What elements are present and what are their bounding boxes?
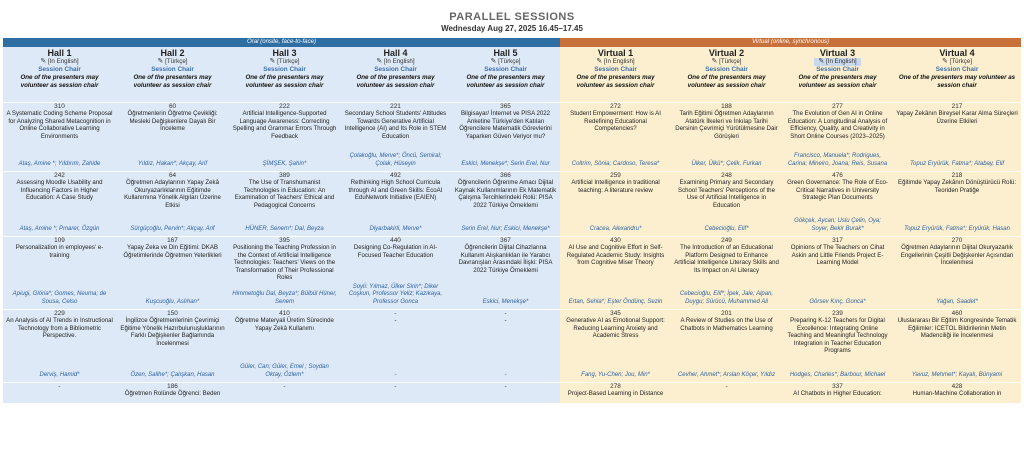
paper-id: - [283, 383, 286, 390]
paper-id: 365 [500, 103, 511, 110]
paper-authors: Görsev Kınç, Gonca* [809, 298, 866, 305]
paper-cell [229, 103, 340, 172]
session-row [3, 383, 1021, 404]
pencil-icon: ✎ [596, 58, 603, 65]
paper-authors: Kuşcuoğlu, Aslıhan* [145, 298, 200, 305]
paper-cell [229, 383, 340, 404]
paper-id: - [58, 383, 61, 390]
paper-cell [340, 310, 451, 383]
paper-title: Eğitimde Yapay Zekânın Dönüştürücü Rolü: Teoriden Pratiğe [898, 179, 1017, 194]
paper-id: 345 [610, 310, 621, 317]
paper-id: 366 [500, 172, 511, 179]
hall-language-label: [Türkçe] [277, 58, 300, 65]
virtual-band: Virtual (online, synchronous) [560, 38, 1021, 47]
paper-id: 249 [721, 237, 732, 244]
paper-title: Öğretmen Adaylarının Yapay Zekâ Okuryazarlıklarının Eğitimde Kullanımına Yönelik Algıları Üzerine Etkisi [124, 179, 221, 209]
paper-id: 229 [54, 310, 65, 317]
paper-title: Personalization in employees' e-training [15, 244, 104, 259]
paper-cell [116, 383, 229, 404]
paper-authors: Apiugi, Glória*; Gomes, Neuma; de Sousa, Celso [12, 291, 107, 305]
hall-name: Virtual 2 [708, 48, 745, 58]
paper-authors: Soylı̇: Yılmaz, Ülker Sirin*; Diker Coşkun, Professor Yeliz; Kazıkaya, Professor Gonca [348, 283, 443, 305]
paper-title: İngilizce Öğretmenlerinin Çevrimiçi Eğitime Yönelik Hazırbulunuşluklarının Farklı Değişkenler Bağlamında İncelenmesi [120, 317, 225, 347]
paper-cell [3, 237, 116, 310]
oral-band: Oral (onsite, face-to-face) [3, 38, 560, 47]
hall-language-label: [Türkçe] [165, 58, 188, 65]
pencil-icon: ✎ [942, 58, 948, 65]
hall-language [454, 58, 557, 66]
session-row [3, 237, 1021, 310]
paper-title: - [394, 317, 397, 325]
paper-title: Secondary School Students' Attitudes Towards Generative Artificial Intelligence (AI) and Its Role in STEM Education [344, 110, 447, 140]
paper-cell [3, 383, 116, 404]
paper-authors: Ertan, Sehla*; Eşter Öndünç, Sezin [568, 298, 663, 305]
paper-cell [782, 103, 893, 172]
paper-authors: Himmetoğlu Dal, Beyza*; Bülbül Hüner, Senem [232, 291, 337, 305]
session-chair: Session Chair [594, 66, 637, 73]
hall-header-8 [893, 47, 1021, 103]
paper-title: Öğrencilerin Dijital Cihazlarına Kullanım Alışkanlıkları ile Yaratıcı Davranışları Arasındaki İlişki: PISA 2022 Türkiye Örneklemi [458, 244, 553, 274]
paper-authors: Ataş, Amine *; Yıldırım, Zahide [18, 160, 101, 167]
paper-cell [893, 172, 1021, 237]
paper-authors: Cracea, Alexandru* [589, 225, 642, 232]
hall-header-7 [782, 47, 893, 103]
paper-id: 272 [610, 103, 621, 110]
paper-title: A Systematic Coding Scheme Proposal for Analyzing Shared Metacognition in Online Collaborative Learning Environments [6, 110, 113, 140]
paper-authors: Topuz Eryürük, Fatma*; Eryürük, Hasan [904, 225, 1010, 232]
paper-cell [893, 310, 1021, 383]
paper-title: Tarih Eğitimi Öğretmen Adaylarının Atatürk İlkeleri ve İnkılap Tarihi Dersinin Çevrimiçi Yürütülmesine Dair Görüşleri [675, 110, 778, 140]
hall-language-label: [In English] [47, 58, 79, 65]
paper-title: Öğretme Materyali Üretim Sürecinde Yapay Zekâ Kullanımı [235, 317, 334, 332]
chair-note: One of the presenters may volunteer as session chair [245, 74, 324, 89]
paper-title: Yapay Zeka ve Din Eğitimi: DKAB Öğretimlerinde Öğretmen Yeterlikleri [123, 244, 222, 259]
hall-header-0 [3, 47, 116, 103]
paper-id: 60 [168, 103, 177, 110]
paper-title: Opinions of The Teachers on Cihat Askin and Little Friends Project E-Learning Model [790, 244, 885, 267]
paper-id: 430 [610, 237, 621, 244]
paper-id: 150 [167, 310, 178, 317]
paper-id: 460 [951, 310, 963, 317]
paper-cell [782, 237, 893, 310]
paper-cell [451, 172, 560, 237]
paper-cell [229, 310, 340, 383]
paper-id: 367 [500, 237, 511, 244]
hall-name: Hall 5 [493, 48, 518, 58]
pencil-icon: ✎ [490, 58, 497, 65]
paper-cell [560, 383, 671, 404]
paper-id: 317 [832, 237, 843, 244]
hall-header-4 [451, 47, 560, 103]
paper-id: - [504, 383, 507, 390]
session-chair: Session Chair [38, 66, 81, 73]
hall-language [343, 58, 448, 66]
paper-authors: Sürgüçoğlu, Pervin*; Akçay, Arif [130, 225, 215, 232]
paper-authors: Hodges, Charles*; Barbour, Michael [789, 371, 886, 378]
paper-cell [893, 103, 1021, 172]
paper-id: 221 [390, 103, 401, 110]
paper-authors: Çolakoğlu, Merve*; Öncü, Semiral; Çolak, Hüseyin [349, 153, 442, 167]
paper-cell [671, 237, 782, 310]
sessions-table [3, 38, 1021, 403]
paper-id: 248 [721, 172, 732, 179]
hall-language [6, 58, 113, 66]
paper-cell [560, 103, 671, 172]
hall-language [563, 58, 668, 66]
paper-cell [340, 172, 451, 237]
paper-authors: HÜNER, Senem*; Dal, Beyza [245, 225, 324, 232]
paper-authors: Yıldız, Hakan*; Akçay, Arif [137, 160, 208, 167]
paper-title: Human-Machine Collaboration in [912, 390, 1002, 398]
pencil-icon: ✎ [711, 58, 718, 65]
hall-header-5 [560, 47, 671, 103]
paper-cell [893, 383, 1021, 404]
paper-id: 395 [279, 237, 290, 244]
hall-name: Virtual 4 [939, 48, 975, 58]
session-chair: Session Chair [151, 66, 194, 73]
paper-title: Öğretmenlerin Öğretme Çevikliği: Mesleki Değişkenlere Dayalı Bir İnceleme [127, 110, 218, 133]
pencil-icon: ✎ [818, 58, 825, 65]
paper-authors: Eskici, Menekşe*; Serin Erel, Nur [461, 160, 550, 167]
hall-name: Virtual 1 [597, 48, 634, 58]
hall-header-1 [116, 47, 229, 103]
pencil-icon: ✎ [269, 58, 276, 65]
paper-authors: Eskici, Menekşe* [482, 298, 529, 305]
paper-title: Assessing Moodle Usability and Influencing Factors in Higher Education: A Case Study [16, 179, 103, 202]
paper-authors: Serin Erel, Nur; Eskici, Menekşe* [461, 225, 550, 232]
paper-cell [340, 103, 451, 172]
chair-note: One of the presenters may volunteer as session chair [466, 74, 545, 89]
paper-title: The Use of Transhumanist Technologies in Education: An Examination of Teachers' Ethical and Pedagogical Concerns [234, 179, 335, 209]
paper-id: - [394, 310, 397, 317]
paper-title: Artificial Intelligence in traditional teaching: A literature review [571, 179, 660, 194]
paper-authors: - [394, 371, 397, 378]
session-row [3, 310, 1021, 383]
paper-title: Artificial Intelligence-Supported Language Awareness: Correcting Spelling and Grammar Errors Through Feedback [232, 110, 337, 140]
paper-authors: Yağan, Saadet* [936, 298, 978, 305]
paper-cell [782, 310, 893, 383]
paper-id: 389 [279, 172, 290, 179]
paper-id: 337 [832, 383, 843, 390]
paper-authors: Güler, Can; Güler, Emel ; Soydan Oktay, Özlem* [240, 364, 329, 378]
hall-language [674, 58, 779, 66]
paper-title: AI Use and Cognitive Effort in Self-Regulated Academic Study: Insights from Cognitive Miser Theory [566, 244, 665, 267]
chair-note: One of the presenters may volunteer as session chair [898, 74, 1016, 89]
paper-id: 492 [390, 172, 401, 179]
hall-language-label: [Türkçe] [949, 58, 972, 65]
hall-name: Hall 3 [272, 48, 297, 58]
paper-authors: Cebecioğlu, Elif* [704, 225, 749, 232]
paper-title: The Evolution of Gen AI in Online Education: A Longitudinal Analysis of Efficiency, Quality, and Creativity in Short Online Courses (2023–2025) [787, 110, 888, 140]
paper-cell [116, 172, 229, 237]
hall-name: Hall 1 [47, 48, 72, 58]
paper-cell [3, 172, 116, 237]
paper-cell [116, 103, 229, 172]
paper-cell [782, 172, 893, 237]
paper-cell [116, 310, 229, 383]
page-title: PARALLEL SESSIONS [449, 11, 575, 23]
paper-authors: Derviş, Hamid* [39, 371, 80, 378]
paper-title: Bilgisayar/ İnternet ve PISA 2022 Anketine Türkiye'den Katılan Öğrencilere Matematik Görevlerini Yaparken Güven Veriyor mu? [459, 110, 552, 140]
paper-title: AI Chatbots in Higher Education: [793, 390, 882, 398]
hall-language-label: [In English] [604, 58, 635, 65]
paper-id: 167 [167, 237, 178, 244]
paper-id: 259 [610, 172, 621, 179]
paper-authors: Yavuz, Mehmet*; Kayalı, Bünyami [911, 371, 1003, 378]
paper-cell [671, 310, 782, 383]
paper-id: - [725, 383, 728, 390]
paper-id: 188 [721, 103, 732, 110]
paper-cell [340, 383, 451, 404]
paper-title: Preparing K-12 Teachers for Digital Excellence: Integrating Online Teaching and Meaningful Technology Integration in Teacher Education Programs [787, 317, 888, 355]
paper-cell [560, 310, 671, 383]
paper-title: Designing Co-Regulation in AI-Focused Teacher Education [353, 244, 438, 259]
paper-id: - [504, 310, 507, 317]
pencil-icon: ✎ [40, 58, 47, 65]
paper-authors: Ataş, Amine *; Pınarer, Özgün [19, 225, 100, 232]
paper-title: The Introduction of an Educational Platform Designed to Enhance Artificial Intelligence Literacy Skills and Its Impact on AI Literacy [674, 244, 779, 274]
paper-authors: Fang, Yu-Chen; Jou, Min* [581, 371, 650, 378]
paper-cell [229, 172, 340, 237]
paper-authors: Gökçek, Aycan; Uslu Çelin, Oya; Soyer, Bekir Burak* [794, 218, 881, 232]
paper-title: Yapay Zekânın Bireysel Karar Alma Süreçleri Üzerine Etkileri [896, 110, 1018, 125]
session-chair: Session Chair [935, 66, 979, 73]
paper-id: 186 [167, 383, 178, 390]
paper-title: - [504, 317, 507, 325]
paper-authors: ŞİMŞEK, Şahin* [262, 160, 307, 167]
paper-cell [671, 103, 782, 172]
hall-language [814, 58, 860, 66]
paper-cell [451, 237, 560, 310]
paper-authors: Cebecioğlu, Elif*; İpek, Jale; Alpan, Duygu; Sürücü, Muhammed Ali [679, 291, 774, 305]
paper-cell [782, 383, 893, 404]
paper-id: 428 [951, 383, 963, 390]
paper-cell [3, 310, 116, 383]
paper-title: Öğretmen Rolünde Öğrenci: Beden [124, 390, 221, 398]
paper-id: - [394, 383, 397, 390]
paper-authors: Özen, Salihe*; Çalışkan, Hasan [130, 371, 215, 378]
paper-cell [560, 172, 671, 237]
paper-authors: Topuz Eryürük, Fatma*; Atabay, Elif [909, 160, 1005, 167]
paper-cell [893, 237, 1021, 310]
session-chair: Session Chair [705, 66, 748, 73]
paper-id: 270 [951, 237, 963, 244]
session-chair: Session Chair [263, 66, 306, 73]
paper-title: Öğretmen Adaylarının Dijital Okuryazarlık Engellerinin Çeşitli Değişkenler Açısından İncelenmesi [900, 244, 1014, 267]
hall-language-label: [Türkçe] [719, 58, 742, 65]
paper-id: 239 [832, 310, 843, 317]
pencil-icon: ✎ [376, 58, 383, 65]
paper-cell [340, 237, 451, 310]
session-row [3, 103, 1021, 172]
paper-title: An Analysis of AI Trends in Instructional Technology from a Bibliometric Perspective. [6, 317, 113, 340]
hall-language-label: [In English] [826, 58, 857, 65]
paper-authors: Diyarbakirli, Merve* [369, 225, 422, 232]
paper-id: 440 [390, 237, 401, 244]
paper-title: Student Empowerment: How is AI Redefining Educational Competencies? [570, 110, 661, 133]
paper-authors: Coltrim, Sönia; Cardoso, Teresa* [571, 160, 660, 167]
band-row [3, 38, 1021, 47]
paper-id: 410 [279, 310, 290, 317]
paper-cell [116, 237, 229, 310]
paper-cell [451, 383, 560, 404]
paper-id: 222 [279, 103, 290, 110]
paper-title: A Review of Studies on the Use of Chatbots in Mathematics Learning [680, 317, 773, 332]
paper-title: Green Governance: The Role of Eco-Critical Narratives in University Strategic Plan Documents [787, 179, 888, 202]
paper-title: Rethinking High School Curricula through AI and Green Skills: EcoAI EduNetwork Initiative (EAIEN) [348, 179, 443, 202]
paper-cell [671, 383, 782, 404]
paper-id: 242 [54, 172, 65, 179]
paper-id: 109 [54, 237, 65, 244]
hall-language-label: [In English] [383, 58, 415, 65]
chair-note: One of the presenters may volunteer as session chair [798, 74, 877, 89]
hall-language [896, 58, 1018, 66]
chair-note: One of the presenters may volunteer as session chair [576, 74, 655, 89]
paper-title: Examining Primary and Secondary School Teachers' Perceptions of the Use of Artificial Intelligence in Education [678, 179, 775, 209]
hall-name: Hall 4 [383, 48, 408, 58]
paper-cell [451, 103, 560, 172]
paper-id: 217 [951, 103, 963, 110]
session-row [3, 172, 1021, 237]
hall-header-6 [671, 47, 782, 103]
paper-id: 218 [951, 172, 963, 179]
paper-cell [671, 172, 782, 237]
paper-title: Uluslararası Bir Eğitim Kongresinde Tematik Eğilimler: ICETOL Bildirilerinin Metin Madenciliği ile İncelenmesi [897, 317, 1017, 340]
pencil-icon: ✎ [157, 58, 164, 65]
chair-note: One of the presenters may volunteer as session chair [356, 74, 435, 89]
paper-id: 310 [54, 103, 65, 110]
hall-name: Hall 2 [160, 48, 185, 58]
paper-id: 278 [610, 383, 621, 390]
hall-header-3 [340, 47, 451, 103]
hall-header-row [3, 47, 1021, 103]
page-subtitle: Wednesday Aug 27, 2025 16.45–17.45 [441, 24, 583, 33]
paper-title: Positioning the Teaching Profession in the Context of Artificial Intelligence Technologies: Teachers' Views on the Transformation of Their Professional Roles [233, 244, 336, 282]
paper-id: 277 [832, 103, 843, 110]
paper-authors: Francisco, Manuela*; Rodrigues, Carina; Mineiro, Joana; Reis, Susana [787, 153, 888, 167]
session-chair: Session Chair [816, 66, 859, 73]
paper-id: 64 [168, 172, 177, 179]
paper-authors: - [504, 371, 507, 378]
paper-title: Project-Based Learning in Distance [567, 390, 664, 398]
paper-authors: Cevher, Ahmet*; Arslan Köçer, Yıldız [677, 371, 776, 378]
hall-header-2 [229, 47, 340, 103]
paper-title: Öğrencilerin Öğrenme Amacı Dijital Kaynak Kullanımlarının Ek Matematik Çalışma Tercihlerindeki Rolü: PISA 2022 Türkiye Örneklemi [454, 179, 557, 209]
paper-cell [229, 237, 340, 310]
paper-authors: Ülker, Ülkü*; Çelik, Furkan [691, 160, 762, 167]
chair-note: One of the presenters may volunteer as session chair [133, 74, 212, 89]
hall-name: Virtual 3 [819, 48, 856, 58]
paper-id: 201 [721, 310, 732, 317]
paper-title: Generative AI as Emotional Support: Reducing Learning Anxiety and Academic Stress [566, 317, 665, 340]
session-chair: Session Chair [374, 66, 417, 73]
chair-note: One of the presenters may volunteer as session chair [20, 74, 99, 89]
hall-language [232, 58, 337, 66]
session-chair: Session Chair [484, 66, 527, 73]
hall-language-label: [Türkçe] [498, 58, 521, 65]
paper-cell [3, 103, 116, 172]
hall-language [119, 58, 226, 66]
paper-cell [560, 237, 671, 310]
chair-note: One of the presenters may volunteer as session chair [687, 74, 766, 89]
paper-cell [451, 310, 560, 383]
paper-id: 476 [832, 172, 843, 179]
